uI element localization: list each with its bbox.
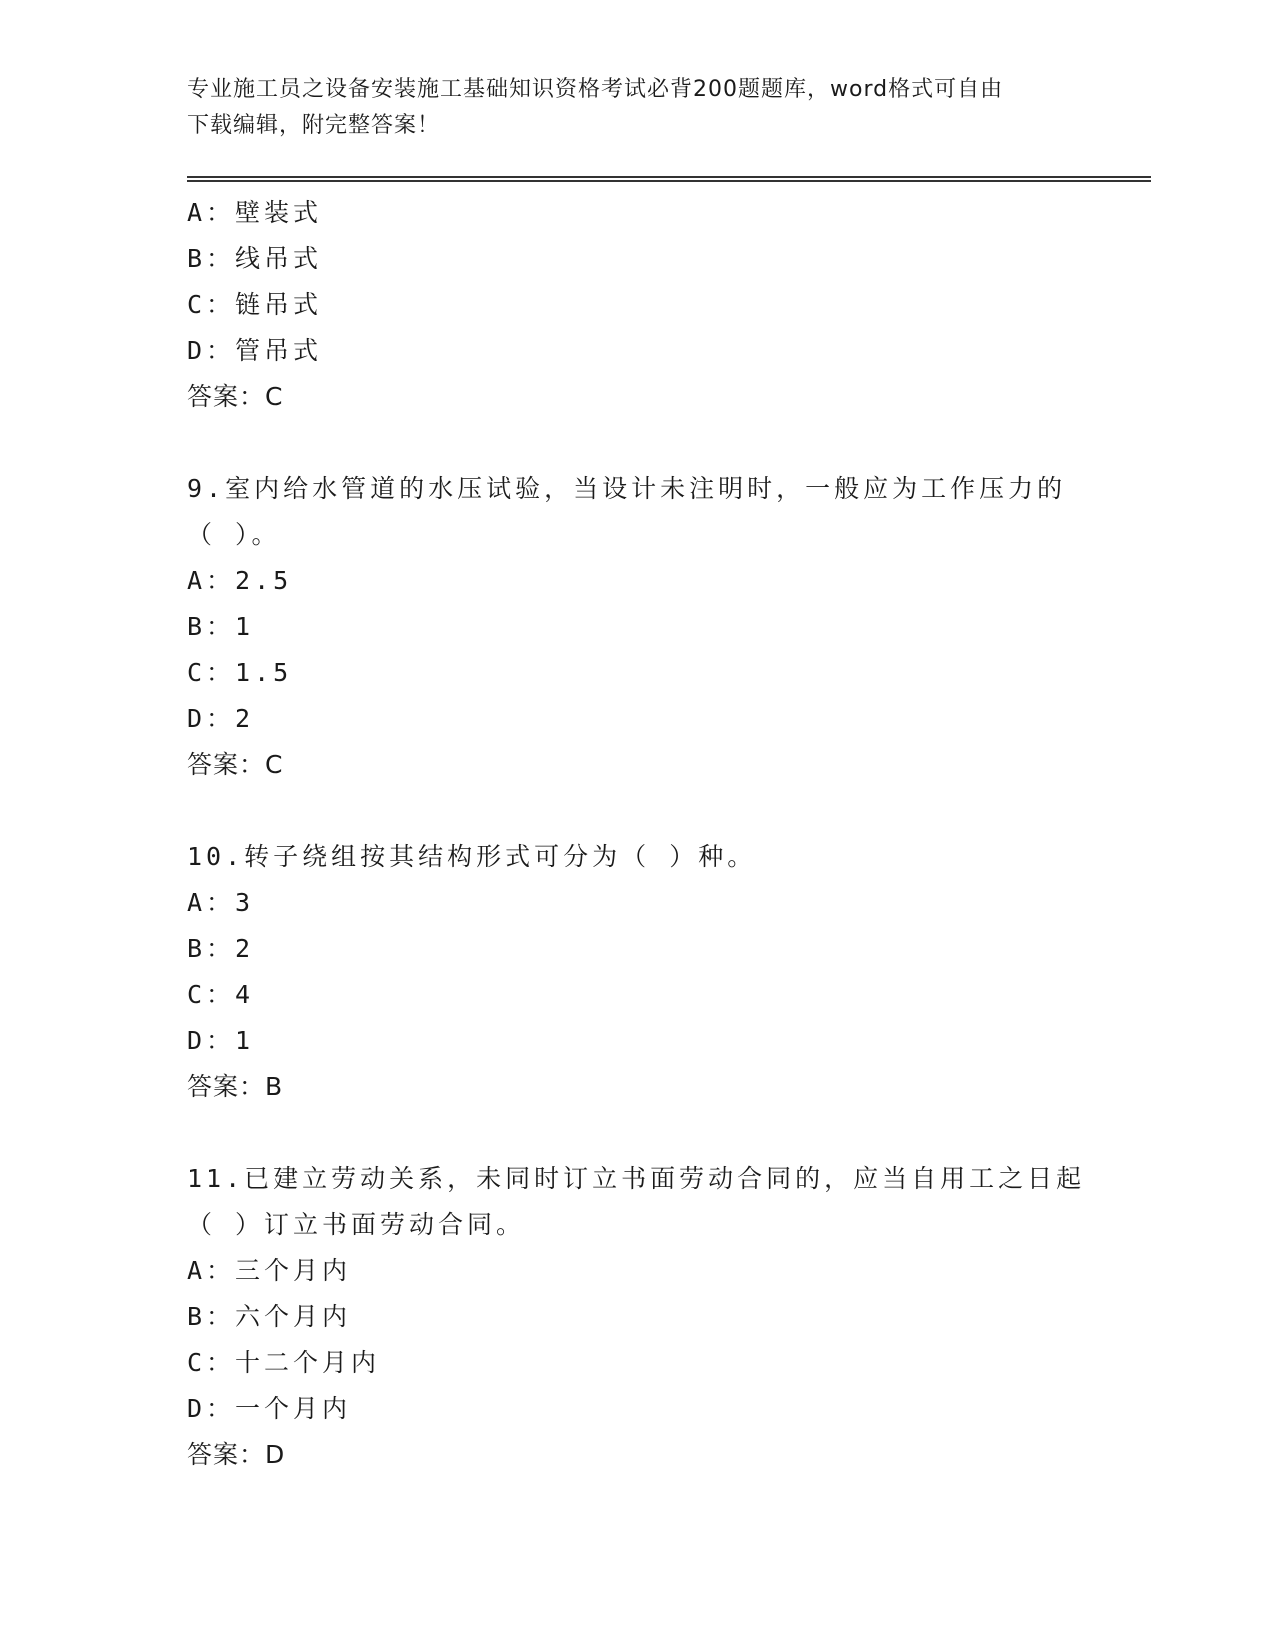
question-list bbox=[187, 190, 1087, 1478]
option-c: C：链吊式 bbox=[187, 290, 323, 319]
option-b: B：1 bbox=[187, 612, 255, 641]
option-d: D：管吊式 bbox=[187, 336, 323, 365]
spacer bbox=[187, 788, 1087, 834]
option-c: C：4 bbox=[187, 980, 255, 1009]
question-8-block bbox=[187, 190, 1087, 420]
document-header bbox=[187, 72, 1087, 144]
question-10-block bbox=[187, 834, 1087, 1110]
option-b: B：线吊式 bbox=[187, 244, 323, 273]
question-text: 9.室内给水管道的水压试验，当设计未注明时，一般应为工作压力的 bbox=[187, 474, 1067, 503]
spacer bbox=[187, 420, 1087, 466]
header-line-2: 下载编辑，附完整答案！ bbox=[187, 113, 441, 138]
answer-line: 答案：C bbox=[187, 750, 284, 779]
option-a: A：壁装式 bbox=[187, 198, 323, 227]
question-text-continued: （ ）。 bbox=[187, 520, 281, 549]
option-a: A：2.5 bbox=[187, 566, 293, 595]
spacer bbox=[187, 1110, 1087, 1156]
option-c: C：十二个月内 bbox=[187, 1348, 381, 1377]
answer-line: 答案：D bbox=[187, 1440, 286, 1469]
option-a: A：三个月内 bbox=[187, 1256, 352, 1285]
option-d: D：一个月内 bbox=[187, 1394, 352, 1423]
option-b: B：2 bbox=[187, 934, 255, 963]
header-line-1: 专业施工员之设备安装施工基础知识资格考试必背200题题库，word格式可自由 bbox=[187, 77, 1004, 102]
answer-line: 答案：B bbox=[187, 1072, 284, 1101]
option-c: C：1.5 bbox=[187, 658, 293, 687]
option-d: D：2 bbox=[187, 704, 255, 733]
question-11-block bbox=[187, 1156, 1087, 1478]
answer-line: 答案：C bbox=[187, 382, 284, 411]
option-b: B：六个月内 bbox=[187, 1302, 352, 1331]
question-text-continued: （ ）订立书面劳动合同。 bbox=[187, 1210, 526, 1239]
option-d: D：1 bbox=[187, 1026, 255, 1055]
question-9-block bbox=[187, 466, 1087, 788]
question-text: 11.已建立劳动关系，未同时订立书面劳动合同的，应当自用工之日起 bbox=[187, 1164, 1086, 1193]
header-divider bbox=[187, 176, 1151, 182]
option-a: A：3 bbox=[187, 888, 255, 917]
question-text: 10.转子绕组按其结构形式可分为（ ）种。 bbox=[187, 842, 757, 871]
